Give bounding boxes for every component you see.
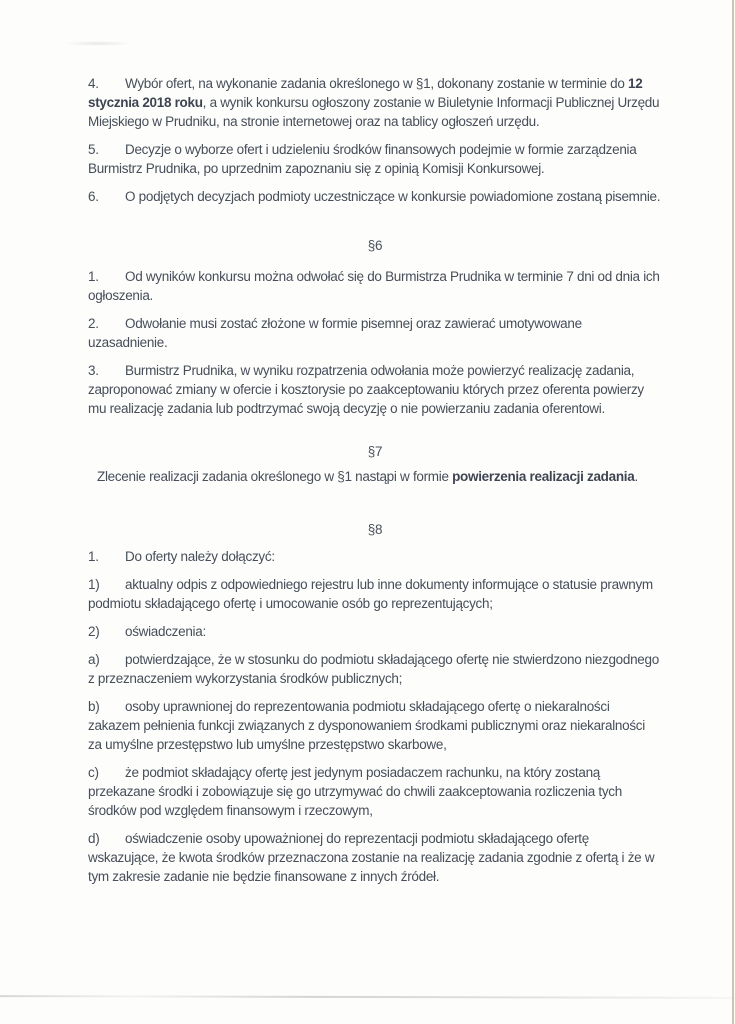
list-item-text: O podjętych decyzjach podmioty uczestniczące w konkursie powiadomione zostaną pisemnie. xyxy=(125,189,661,204)
list-item-text: Od wyników konkursu można odwołać się do Burmistrza Prudnika w terminie 7 dni od dnia ich ogłoszenia. xyxy=(88,269,660,303)
paper-bottom-edge-line xyxy=(0,995,735,999)
list-item-marker: 3. xyxy=(88,363,99,378)
section8-item-b xyxy=(88,697,662,754)
list-item-marker: 2) xyxy=(88,624,100,639)
list-item-text: potwierdzające, że w stosunku do podmiotu składającego ofertę nie stwierdzono niezgodnego z przeznaczeniem wykorzystania środków publicznych; xyxy=(88,652,659,686)
list-item-5 xyxy=(88,140,662,178)
paragraph-text: . xyxy=(634,469,638,484)
list-item-marker: 4. xyxy=(88,76,99,91)
section8-item-2 xyxy=(88,622,662,641)
list-item-marker: 5. xyxy=(88,142,99,157)
list-item-marker: c) xyxy=(88,765,99,780)
bold-date-text: 12 stycznia 2018 roku xyxy=(88,76,643,110)
list-item-6 xyxy=(88,187,662,206)
list-item-marker: b) xyxy=(88,699,100,714)
bold-phrase-text: powierzenia realizacji zadania xyxy=(452,469,635,484)
section6-item-1 xyxy=(88,267,662,305)
paper-right-edge-line xyxy=(732,0,734,1024)
section8-item-c xyxy=(88,763,662,820)
section-heading-6: §6 xyxy=(367,238,383,253)
list-item-text: Do oferty należy dołączyć: xyxy=(125,549,275,564)
list-item-text: Decyzje o wyborze ofert i udzieleniu środków finansowych podejmie w formie zarządzenia Burmistrz Prudnika, po uprzednim zapoznaniu się z opinią Komisji Konkursowej. xyxy=(88,142,637,176)
list-item-text: oświadczenie osoby upoważnionej do reprezentacji podmiotu składającego ofertę wskazujące, że kwota środków przeznaczona zostanie na realizację zadania zgodnie z ofertą i że w tym zakresie zadanie nie będzie finansowane z innych źródeł. xyxy=(88,831,655,884)
list-item-marker: 1. xyxy=(88,269,99,284)
section7-paragraph xyxy=(88,467,662,486)
list-item-text: Burmistrz Prudnika, w wyniku rozpatrzenia odwołania może powierzyć realizację zadania, zaproponować zmiany w ofercie i kosztorysie po zaakceptowaniu których przez oferenta powierzy mu realizację zadania lub podtrzymać swoją decyzję o nie powierzaniu zadania oferentowi. xyxy=(88,363,644,416)
section8-item-1 xyxy=(88,575,662,613)
section8-intro xyxy=(88,547,662,566)
list-item-text: osoby uprawnionej do reprezentowania podmiotu składającego ofertę o niekaralności zakazem pełnienia funkcji związanych z dysponowaniem środkami publicznymi oraz niekaralności za umyślne przestępstwo lub umyślne przestępstwo skarbowe, xyxy=(88,699,645,752)
section-heading-8: §8 xyxy=(367,522,383,537)
list-item-marker: d) xyxy=(88,831,100,846)
list-item-text: oświadczenia: xyxy=(125,624,206,639)
document-body xyxy=(88,74,662,895)
list-item-marker: 6. xyxy=(88,189,99,204)
list-item-marker: 1. xyxy=(88,549,99,564)
section6-item-2 xyxy=(88,314,662,352)
list-item-marker: 2. xyxy=(88,316,99,331)
paragraph-text: Zlecenie realizacji zadania określonego w §1 nastąpi w formie xyxy=(97,469,453,484)
list-item-text: że podmiot składający ofertę jest jedynym posiadaczem rachunku, na który zostaną przekazane środki i zobowiązuje się go utrzymywać do chwili zaakceptowania rozliczenia tych środków pod względem finansowym i rzeczowym, xyxy=(88,765,622,818)
section8-item-a xyxy=(88,650,662,688)
list-item-text: , a wynik konkursu ogłoszony zostanie w Biuletynie Informacji Publicznej Urzędu Miejskiego w Prudniku, na stronie internetowej oraz na tablicy ogłoszeń urzędu. xyxy=(88,95,660,129)
list-item-4 xyxy=(88,74,662,131)
list-item-text: aktualny odpis z odpowiedniego rejestru lub inne dokumenty informujące o statusie prawnym podmiotu składającego ofertę i umocowanie osób go reprezentujących; xyxy=(88,577,653,611)
scan-smudge-artifact xyxy=(63,41,133,46)
section8-item-d xyxy=(88,829,662,886)
list-item-marker: 1) xyxy=(88,577,100,592)
section-heading-7: §7 xyxy=(367,444,383,459)
list-item-marker: a) xyxy=(88,652,100,667)
section6-item-3 xyxy=(88,361,662,418)
list-item-text: Wybór ofert, na wykonanie zadania określonego w §1, dokonany zostanie w terminie do xyxy=(125,76,628,91)
list-item-text: Odwołanie musi zostać złożone w formie pisemnej oraz zawierać umotywowane uzasadnienie. xyxy=(88,316,582,350)
